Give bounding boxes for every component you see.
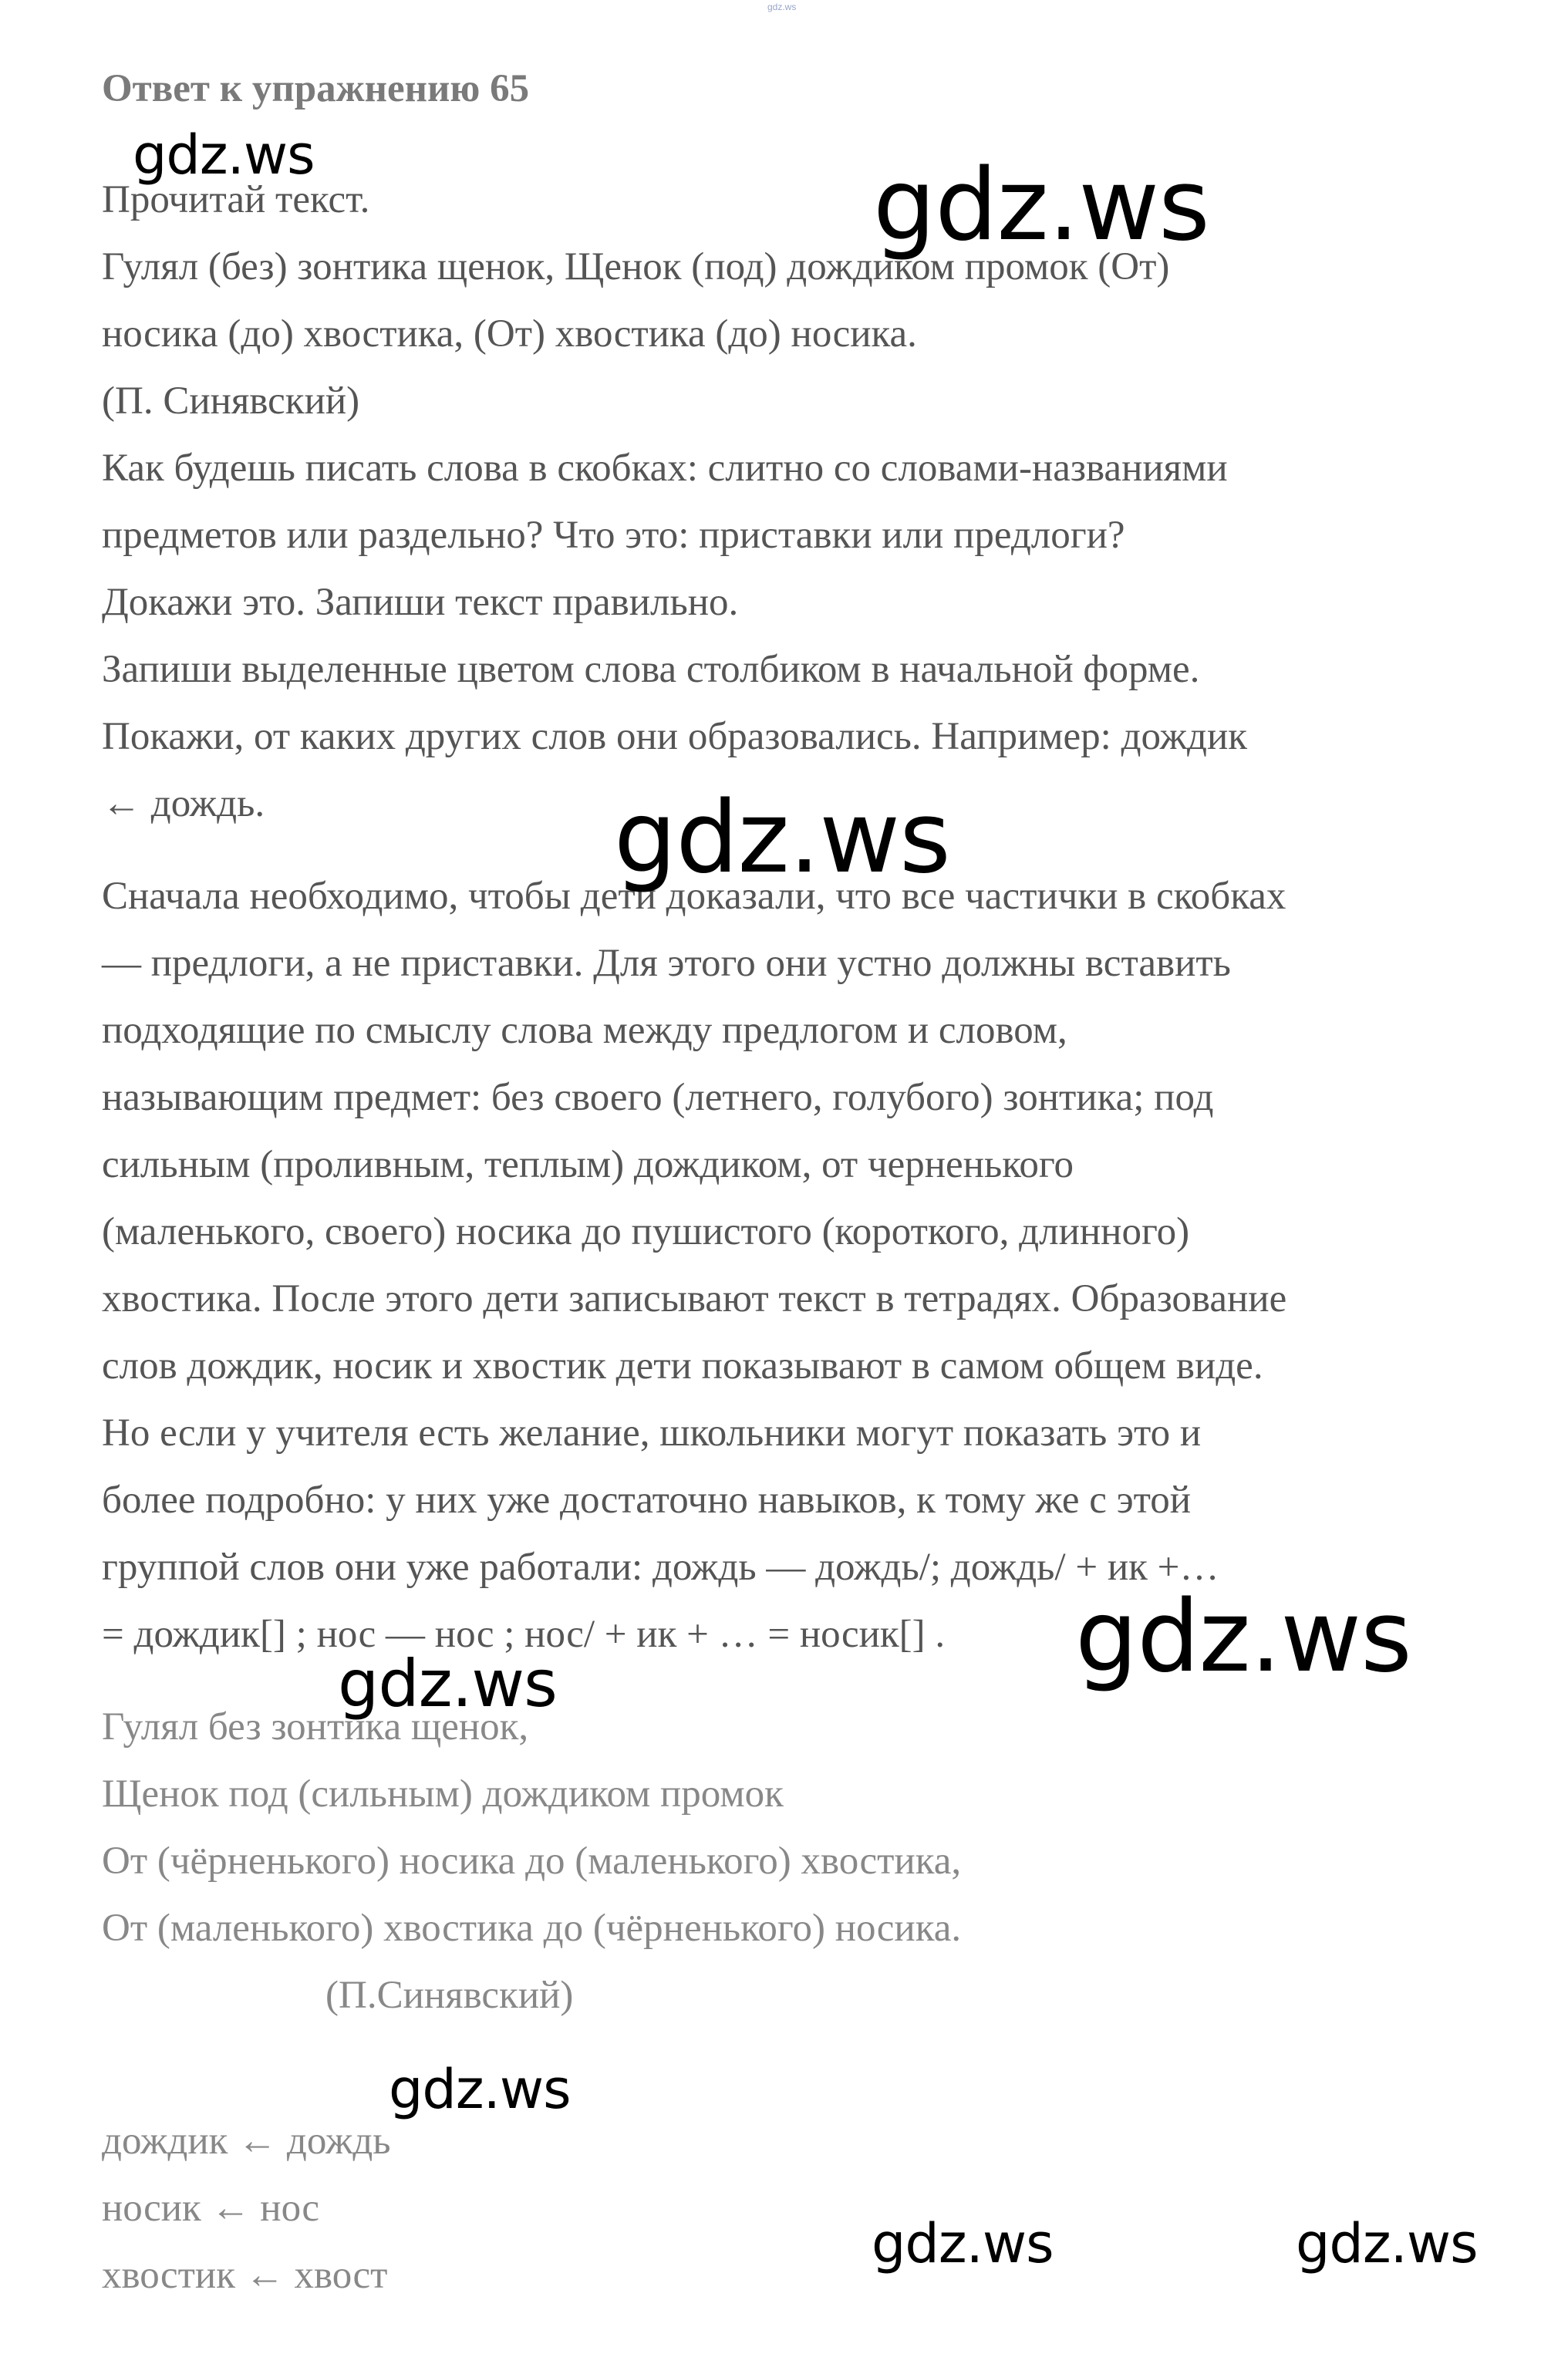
- watermark: gdz.ws: [1296, 2212, 1478, 2275]
- poem-author: (П.Синявский): [325, 1974, 574, 2017]
- answer-line: = дождик[] ; нос — нос ; нос/ + ик + … = носик[] .: [102, 1613, 946, 1656]
- question-text: [102, 167, 1490, 838]
- question-line: (П. Синявский): [102, 379, 360, 423]
- poem-line: От (чёрненького) носика до (маленького) хвостика,: [102, 1840, 962, 1883]
- watermark: gdz.ws: [614, 781, 950, 895]
- answer-line: сильным (проливным, теплым) дождиком, от черненького: [102, 1143, 1074, 1186]
- answer-line: называющим предмет: без своего (летнего, голубого) зонтика; под: [102, 1076, 1214, 1119]
- question-line: Покажи, от каких других слов они образовались. Например: дождик: [102, 715, 1248, 758]
- answer-explanation: [102, 863, 1490, 1668]
- answer-line: (маленького, своего) носика до пушистого (короткого, длинного): [102, 1210, 1190, 1253]
- watermark: gdz.ws: [1075, 1580, 1411, 1695]
- exercise-heading: Ответ к упражнению 65: [102, 67, 530, 110]
- word-derivations: [102, 2108, 1490, 2309]
- answer-line: Сначала необходимо, чтобы дети доказали, что все частички в скобках: [102, 875, 1286, 918]
- watermark: gdz.ws: [873, 148, 1209, 263]
- poem-line: Щенок под (сильным) дождиком промок: [102, 1772, 784, 1816]
- answer-line: хвостика. После этого дети записывают текст в тетрадях. Образование: [102, 1277, 1287, 1320]
- derivation-line: носик ← нос: [102, 2187, 319, 2230]
- answer-line: подходящие по смыслу слова между предлогом и словом,: [102, 1009, 1067, 1052]
- watermark: gdz.ws: [338, 1646, 557, 1722]
- poem-line: Гулял без зонтика щенок,: [102, 1705, 529, 1749]
- watermark: gdz.ws: [389, 2058, 571, 2121]
- poem: [102, 1694, 1490, 2029]
- question-line: носика (до) хвостика, (От) хвостика (до) носика.: [102, 312, 917, 356]
- question-line: Прочитай текст.: [102, 178, 370, 221]
- question-line: ← дождь.: [102, 782, 265, 825]
- question-line: Запиши выделенные цветом слова столбиком в начальной форме.: [102, 648, 1200, 691]
- question-line: Как будешь писать слова в скобках: слитно со словами-названиями: [102, 447, 1228, 490]
- answer-line: группой слов они уже работали: дождь — дождь/; дождь/ + ик +…: [102, 1546, 1219, 1589]
- derivation-line: хвостик ← хвост: [102, 2254, 388, 2297]
- question-line: Гулял (без) зонтика щенок, Щенок (под) дождиком промок (От): [102, 245, 1170, 288]
- answer-line: — предлоги, а не приставки. Для этого они устно должны вставить: [102, 942, 1231, 985]
- poem-line: От (маленького) хвостика до (чёрненького) носика.: [102, 1907, 962, 1950]
- question-line: Докажи это. Запиши текст правильно.: [102, 581, 739, 624]
- answer-line: слов дождик, носик и хвостик дети показывают в самом общем виде.: [102, 1344, 1263, 1388]
- derivation-line: дождик ← дождь: [102, 2120, 391, 2163]
- answer-line: более подробно: у них уже достаточно навыков, к тому же с этой: [102, 1479, 1191, 1522]
- watermark: gdz.ws: [133, 123, 315, 187]
- answer-line: Но если у учителя есть желание, школьники могут показать это и: [102, 1411, 1202, 1455]
- question-line: предметов или раздельно? Что это: приставки или предлоги?: [102, 514, 1125, 557]
- watermark: gdz.ws: [872, 2212, 1054, 2275]
- top-watermark-small: gdz.ws: [767, 2, 797, 12]
